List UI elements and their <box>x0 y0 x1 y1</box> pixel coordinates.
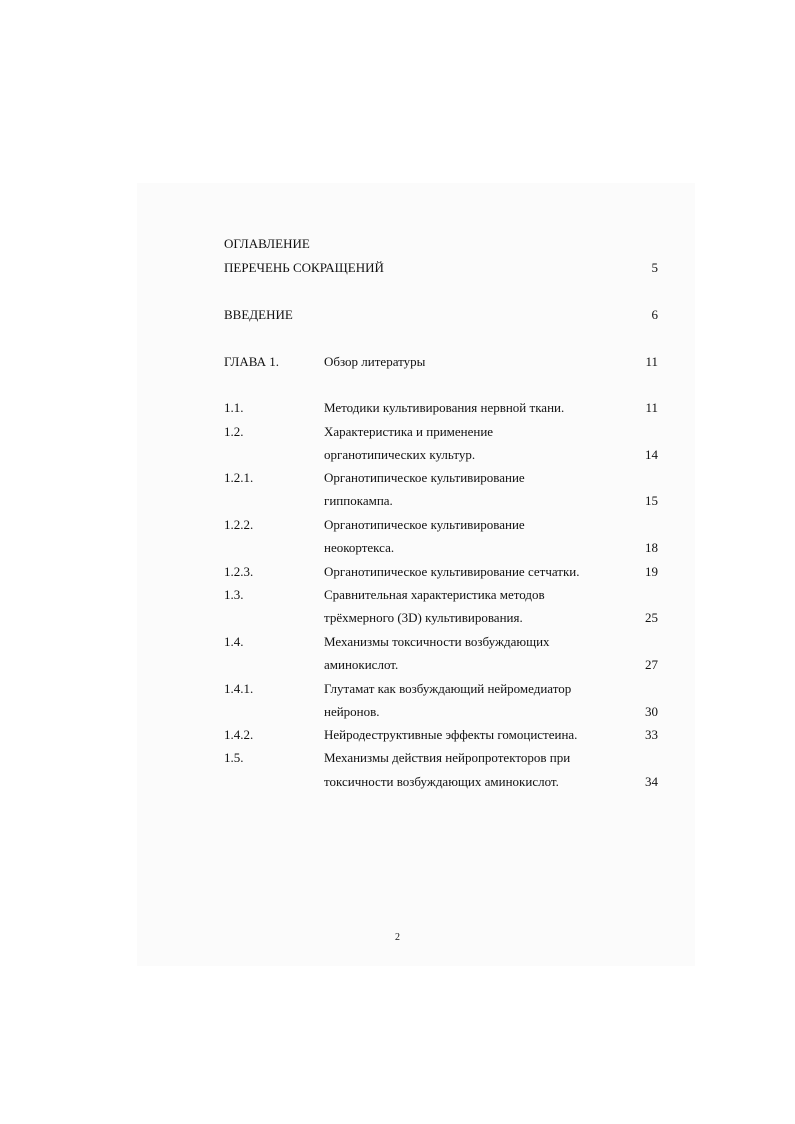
toc-entry-title: органотипических культур. <box>324 447 476 462</box>
toc-entry-number: 1.4.2. <box>224 727 254 742</box>
toc-entry-continuation <box>224 538 658 558</box>
toc-entry-continuation <box>224 608 658 628</box>
toc-entry-continuation <box>224 702 658 722</box>
toc-entry-number: 1.2.1. <box>224 470 254 485</box>
toc-entry-title: аминокислот. <box>324 657 399 672</box>
toc-entry-title: Органотипическое культивирование сетчатки. <box>324 564 580 579</box>
toc-entry-number: ГЛАВА 1. <box>224 354 279 369</box>
toc-entry-page: 11 <box>645 354 658 369</box>
toc-entry <box>224 422 658 442</box>
toc-entry-page: 15 <box>645 493 658 508</box>
toc-entry-title: трёхмерного (3D) культивирования. <box>324 610 523 625</box>
toc-entry <box>224 725 658 745</box>
toc-entry-title: неокортекса. <box>324 540 395 555</box>
toc-entry-continuation <box>224 772 658 792</box>
toc-entry-page: 5 <box>651 260 658 275</box>
toc-entry-title: Органотипическое культивирование <box>324 470 525 485</box>
toc-entry-page: 34 <box>645 774 658 789</box>
toc-entry-page: 33 <box>645 727 658 742</box>
toc-entry <box>224 748 658 768</box>
toc-entry-continuation <box>224 491 658 511</box>
page-number: 2 <box>395 932 400 943</box>
toc-entry-number: 1.4. <box>224 634 244 649</box>
toc-entry <box>224 632 658 652</box>
toc-heading: ОГЛАВЛЕНИЕ <box>224 236 310 251</box>
toc-entry-title: ПЕРЕЧЕНЬ СОКРАЩЕНИЙ <box>224 260 384 275</box>
toc-entry-title: Органотипическое культивирование <box>324 517 525 532</box>
toc-entry <box>224 468 658 488</box>
toc-entry-number: 1.3. <box>224 587 244 602</box>
toc-entry-introduction <box>224 305 658 325</box>
toc-entry-title: ВВЕДЕНИЕ <box>224 307 293 322</box>
toc-entry-page: 14 <box>645 447 658 462</box>
toc-entry-title: токсичности возбуждающих аминокислот. <box>324 774 559 789</box>
toc-entry <box>224 515 658 535</box>
toc-entry <box>224 562 658 582</box>
toc-entry-title: нейронов. <box>324 704 380 719</box>
toc-entry-continuation <box>224 445 658 465</box>
toc-entry <box>224 398 658 418</box>
toc-entry-page: 18 <box>645 540 658 555</box>
toc-entry-abbreviations <box>224 258 658 278</box>
toc-entry-chapter-1 <box>224 352 658 372</box>
toc-entry-number: 1.4.1. <box>224 681 254 696</box>
toc-entry-title: Механизмы токсичности возбуждающих <box>324 634 550 649</box>
toc-entry-number: 1.5. <box>224 750 244 765</box>
toc-entry-number: 1.2.3. <box>224 564 254 579</box>
toc-entry-title: Нейродеструктивные эффекты гомоцистеина. <box>324 727 578 742</box>
toc-entry-page: 19 <box>645 564 658 579</box>
toc-entry-number: 1.2.2. <box>224 517 254 532</box>
toc-heading-line <box>224 234 658 254</box>
toc-entry <box>224 679 658 699</box>
toc-entry-continuation <box>224 655 658 675</box>
toc-entry-page: 6 <box>651 307 658 322</box>
toc-entry-title: Методики культивирования нервной ткани. <box>324 400 565 415</box>
toc-entry-page: 30 <box>645 704 658 719</box>
toc-entry-title: Сравнительная характеристика методов <box>324 587 545 602</box>
toc-entry-title: Механизмы действия нейропротекторов при <box>324 750 571 765</box>
toc-entry-title: гиппокампа. <box>324 493 393 508</box>
toc-entry-page: 27 <box>645 657 658 672</box>
toc-entry-number: 1.2. <box>224 424 244 439</box>
toc-entry-page: 25 <box>645 610 658 625</box>
toc-entry-title: Характеристика и применение <box>324 424 494 439</box>
toc-entry-title: Обзор литературы <box>324 354 426 369</box>
toc-entry-number: 1.1. <box>224 400 244 415</box>
toc-entry-page: 11 <box>645 400 658 415</box>
toc-entry-title: Глутамат как возбуждающий нейромедиатор <box>324 681 572 696</box>
toc-entry <box>224 585 658 605</box>
